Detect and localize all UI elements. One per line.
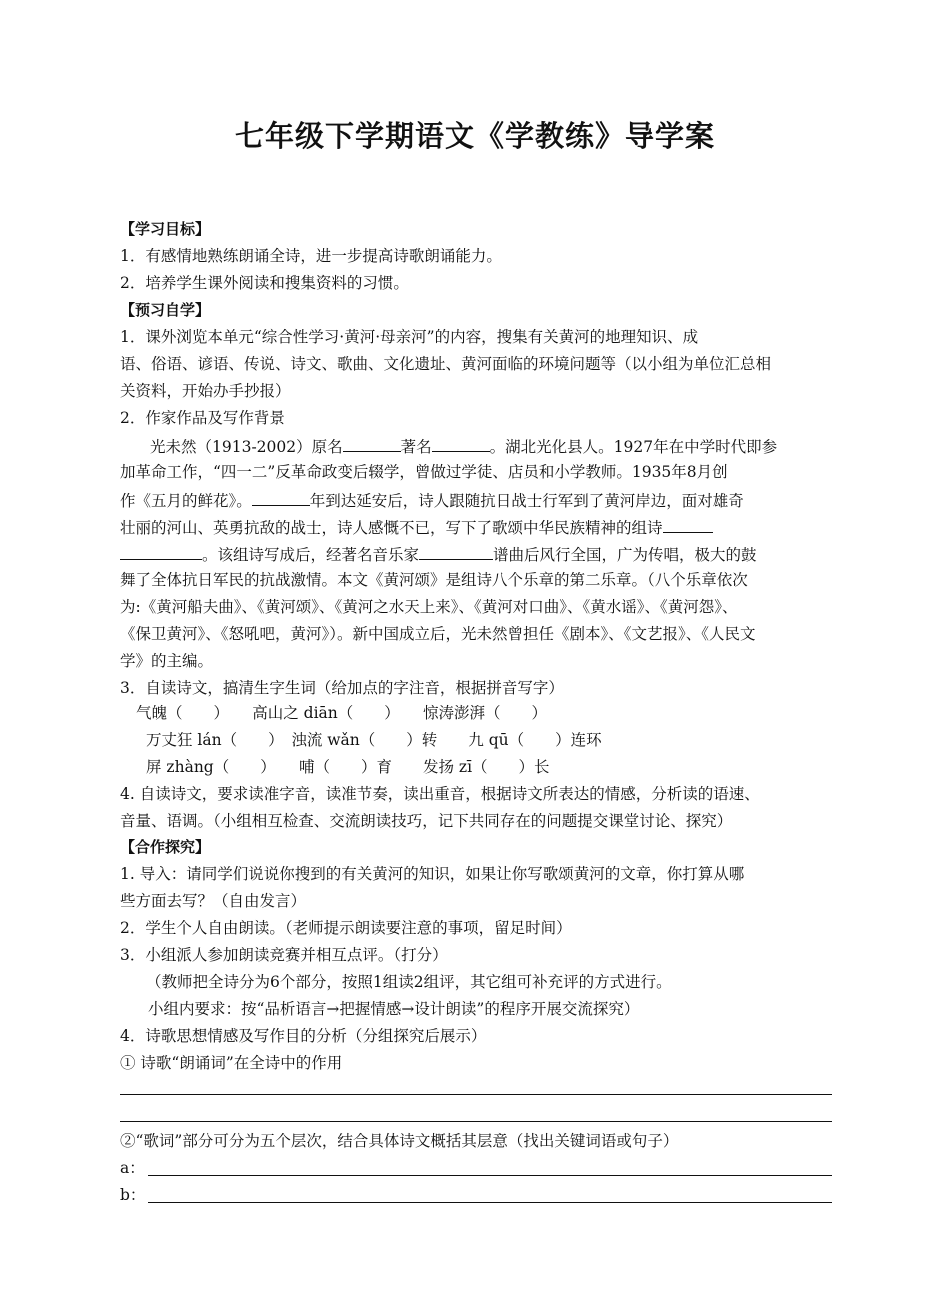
cooperation-item-1-line2: 些方面去写？（自由发言） [120, 892, 307, 910]
preview-item-4-line1: 4. 自读诗文，要求读准字音，读准节奏，读出重音，根据诗文所表达的情感，分析读的语速、 [120, 785, 760, 803]
preview-item-4-line2: 音量、语调。（小组相互检查、交流朗读技巧，记下共同存在的问题提交课堂讨论、探究） [120, 812, 733, 830]
author-background-line6: 舞了全体抗日军民的抗战激情。本文《黄河颂》是组诗八个乐章的第二乐章。（八个乐章依次 [120, 571, 748, 589]
author-background-line8: 《保卫黄河》、《怒吼吧，黄河》）。新中国成立后，光未然曾担任《剧本》、《文艺报》、《人民文 [120, 625, 756, 643]
preview-item-1-line2: 语、俗语、谚语、传说、诗文、歌曲、文化遗址、黄河面临的环境问题等（以小组为单位汇总相 [120, 355, 772, 373]
fill-blank-poem-cycle[interactable] [663, 516, 713, 533]
answer-line-1[interactable] [120, 1094, 832, 1095]
preview-item-1-line1: 1．课外浏览本单元“综合性学习·黄河·母亲河”的内容，搜集有关黄河的地理知识、成 [120, 328, 699, 346]
author-background-line5 [120, 543, 832, 565]
question-1: ① 诗歌“朗诵词”在全诗中的作用 [120, 1054, 343, 1072]
answer-line-2[interactable] [120, 1121, 832, 1122]
section-heading-preview: 【预习自学】 [120, 301, 211, 319]
cooperation-item-3: 3．小组派人参加朗读竞赛并相互点评。（打分） [120, 946, 448, 964]
cooperation-item-1-line1: 1. 导入：请同学们说说你搜到的有关黄河的知识，如果让你写歌颂黄河的文章，你打算从哪 [120, 865, 745, 883]
page-title: 七年级下学期语文《学教练》导学案 [234, 119, 715, 153]
text-fragment: 年到达延安后，诗人跟随抗日战士行军到了黄河岸边，面对雄奇 [309, 492, 744, 510]
answer-line-b[interactable] [148, 1202, 832, 1203]
section-heading-cooperation: 【合作探究】 [120, 838, 211, 856]
answer-row-b [120, 1185, 832, 1205]
answer-label-a: a： [120, 1159, 145, 1177]
vocab-row-2: 万丈狂 lán（ ） 浊流 wǎn（ ）转 九 qū（ ）连环 [146, 731, 602, 749]
answer-line-a[interactable] [148, 1175, 832, 1176]
vocab-row-1: 气魄（ ） 高山之 diān（ ） 惊涛澎湃（ ） [136, 704, 548, 722]
cooperation-item-3-note2: 小组内要求：按“品析语言→把握情感→设计朗读”的程序开展交流探究） [148, 1000, 640, 1018]
fill-blank-famous-as[interactable] [432, 435, 490, 452]
text-fragment: 壮丽的河山、英勇抗敌的战士，诗人感慨不已，写下了歌颂中华民族精神的组诗 [120, 519, 663, 537]
preview-item-2-heading: 2．作家作品及写作背景 [120, 409, 285, 427]
text-fragment: 著名 [400, 438, 432, 456]
cooperation-item-4: 4．诗歌思想情感及写作目的分析（分组探究后展示） [120, 1027, 487, 1045]
author-background-line1 [150, 435, 832, 457]
objective-2: 2．培养学生课外阅读和搜集资料的习惯。 [120, 274, 409, 292]
text-fragment: 作《五月的鲜花》。 [120, 492, 252, 510]
preview-item-1-line3: 关资料，开始办手抄报） [120, 382, 291, 400]
text-fragment: 。湖北光化县人。1927年在中学时代即参 [489, 438, 778, 456]
fill-blank-original-name[interactable] [343, 435, 401, 452]
question-2: ②“歌词”部分可分为五个层次，结合具体诗文概括其层意（找出关键词语或句子） [120, 1132, 679, 1150]
section-heading-objectives: 【学习目标】 [120, 220, 211, 238]
text-fragment: 光未然（1913-2002）原名 [150, 438, 343, 456]
author-background-line2: 加革命工作，“四一二”反革命政变后辍学，曾做过学徒、店员和小学教师。1935年8月创 [120, 463, 728, 481]
fill-blank-composer[interactable] [419, 543, 493, 560]
answer-label-b: b： [120, 1186, 146, 1204]
cooperation-item-2: 2．学生个人自由朗读。（老师提示朗读要注意的事项，留足时间） [120, 919, 572, 937]
fill-blank-poem-cycle-cont[interactable] [120, 543, 202, 560]
answer-row-a [120, 1158, 832, 1178]
text-fragment: 谱曲后风行全国，广为传唱，极大的鼓 [493, 546, 757, 564]
fill-blank-year[interactable] [252, 489, 310, 506]
author-background-line7: 为:《黄河船夫曲》、《黄河颂》、《黄河之水天上来》、《黄河对口曲》、《黄水谣》、《黄河怨》、 [120, 598, 738, 616]
text-fragment: 。该组诗写成后，经著名音乐家 [202, 546, 420, 564]
author-background-line4 [120, 516, 832, 538]
objective-1: 1．有感情地熟练朗诵全诗，进一步提高诗歌朗诵能力。 [120, 247, 502, 265]
author-background-line9: 学》的主编。 [120, 652, 214, 670]
vocab-row-3: 屏 zhàng（ ） 哺（ ）育 发扬 zī（ ）长 [146, 758, 550, 776]
author-background-line3 [120, 489, 832, 511]
cooperation-item-3-note1: （教师把全诗分为6个部分，按照1组读2组评，其它组可补充评的方式进行。 [146, 973, 672, 991]
preview-item-3-heading: 3．自读诗文，搞清生字生词（给加点的字注音，根据拼音写字） [120, 679, 564, 697]
